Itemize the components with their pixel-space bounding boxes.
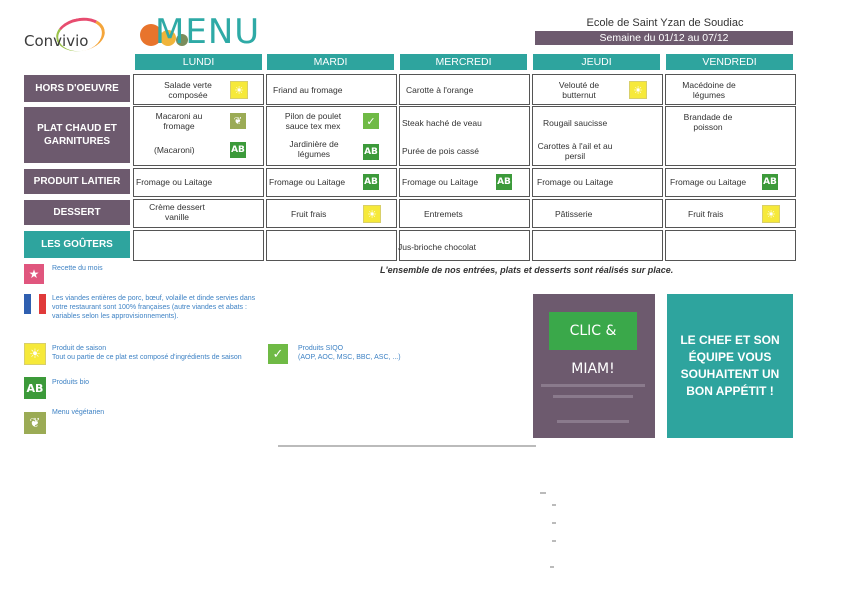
- clic-miam-logo: CLIC & MIAM!: [549, 312, 637, 350]
- cell-plat-vendredi: [665, 106, 796, 166]
- dish-name: (Macaroni): [154, 145, 195, 155]
- dish-name: Pilon de poulet sauce tex mex: [284, 111, 342, 131]
- cell-dessert-vendredi: [665, 199, 796, 228]
- vegetarian-icon: ❦: [24, 412, 46, 434]
- clic-miam-promo: [533, 294, 655, 438]
- cell-gouter-vendredi: [665, 230, 796, 261]
- on-site-note: L'ensemble de nos entrées, plats et desserts sont réalisés sur place.: [380, 265, 674, 275]
- cell-dessert-lundi: [133, 199, 264, 228]
- legend-siqo-title: Produits SIQO: [298, 345, 344, 352]
- category-dessert: DESSERT: [24, 200, 130, 225]
- legend-recette: Recette du mois: [52, 265, 103, 272]
- dish-name: Fruit frais: [688, 209, 724, 219]
- legend-saison-desc: Tout ou partie de ce plat est composé d'ingrédients de saison: [52, 354, 242, 361]
- cell-hors-lundi: [133, 74, 264, 105]
- brand-name: Convivio: [24, 32, 89, 50]
- dish-name: Rougail saucisse: [543, 118, 608, 128]
- day-header-vendredi: VENDREDI: [666, 54, 793, 70]
- bio-icon: AB: [230, 142, 246, 158]
- scan-mark: [552, 540, 556, 542]
- dish-name: Jus-brioche chocolat: [398, 242, 476, 252]
- cell-laitier-lundi: [133, 168, 264, 197]
- cell-laitier-mardi: [266, 168, 397, 197]
- sun-icon: ☀: [363, 205, 381, 223]
- page-title: MENU: [155, 12, 261, 52]
- legend-vegetarien: Menu végétarien: [52, 409, 105, 416]
- dish-name: Brandade de poisson: [683, 112, 733, 132]
- cell-dessert-mercredi: [399, 199, 530, 228]
- french-flag-icon: [24, 294, 46, 314]
- cell-plat-mardi: [266, 106, 397, 166]
- day-header-mardi: MARDI: [267, 54, 394, 70]
- dish-name: Entremets: [424, 209, 463, 219]
- cell-plat-jeudi: [532, 106, 663, 166]
- cell-dessert-mardi: [266, 199, 397, 228]
- day-header-jeudi: JEUDI: [533, 54, 660, 70]
- dish-name: Fromage ou Laitage: [136, 177, 213, 187]
- cell-plat-lundi: [133, 106, 264, 166]
- dish-name: Fruit frais: [291, 209, 327, 219]
- cell-hors-jeudi: [532, 74, 663, 105]
- sun-icon: ☀: [629, 81, 647, 99]
- scan-mark: [550, 566, 554, 568]
- cell-hors-vendredi: [665, 74, 796, 105]
- vegetarian-icon: ❦: [230, 113, 246, 129]
- sun-icon: ☀: [24, 343, 46, 365]
- cell-laitier-vendredi: [665, 168, 796, 197]
- siqo-check-icon: ✓: [363, 113, 379, 129]
- bio-icon: AB: [363, 174, 379, 190]
- promo-text-line: [557, 420, 629, 423]
- dish-name: Crème dessert vanille: [149, 202, 205, 222]
- dish-name: Fromage ou Laitage: [269, 177, 346, 187]
- cell-dessert-jeudi: [532, 199, 663, 228]
- cell-gouter-mercredi: [399, 230, 530, 261]
- category-gouters: LES GOÛTERS: [24, 231, 130, 258]
- bio-icon: AB: [496, 174, 512, 190]
- school-name: Ecole de Saint Yzan de Soudiac: [586, 17, 744, 29]
- dish-name: Purée de pois cassé: [402, 146, 480, 156]
- cell-gouter-mardi: [266, 230, 397, 261]
- cell-plat-mercredi: [399, 106, 530, 166]
- cell-hors-mercredi: [399, 74, 530, 105]
- sun-icon: ☀: [762, 205, 780, 223]
- dish-name: Macédoine de légumes: [682, 80, 736, 100]
- bio-icon: AB: [363, 144, 379, 160]
- star-icon: ★: [24, 264, 44, 284]
- week-range: Semaine du 01/12 au 07/12: [535, 31, 793, 45]
- scan-mark: [552, 522, 556, 524]
- dish-name: Jardinière de légumes: [289, 139, 339, 159]
- cell-gouter-jeudi: [532, 230, 663, 261]
- promo-text-line: [553, 395, 633, 398]
- dish-name: Pâtisserie: [555, 209, 593, 219]
- legend-saison-title: Produit de saison: [52, 345, 107, 352]
- dish-name: Carottes à l'ail et au persil: [537, 141, 613, 161]
- dish-name: Fromage ou Laitage: [402, 177, 479, 187]
- cell-hors-mardi: [266, 74, 397, 105]
- cell-laitier-jeudi: [532, 168, 663, 197]
- day-header-mercredi: MERCREDI: [400, 54, 527, 70]
- bio-icon: AB: [762, 174, 778, 190]
- dish-name: Velouté de butternut: [558, 80, 600, 100]
- dish-name: Fromage ou Laitage: [670, 177, 747, 187]
- legend-siqo-desc: (AOP, AOC, MSC, BBC, ASC, ...): [298, 354, 401, 361]
- dish-name: Carotte à l'orange: [406, 85, 474, 95]
- dish-name: Salade verte composée: [164, 80, 212, 100]
- footer-disclaimer-line: [278, 445, 536, 447]
- category-hors-doeuvre: HORS D'OEUVRE: [24, 75, 130, 102]
- sun-icon: ☀: [230, 81, 248, 99]
- scan-mark: [540, 492, 546, 494]
- dish-name: Friand au fromage: [273, 85, 343, 95]
- category-produit-laitier: PRODUIT LAITIER: [24, 169, 130, 194]
- cell-laitier-mercredi: [399, 168, 530, 197]
- bio-icon: AB: [24, 377, 46, 399]
- category-plat-chaud: PLAT CHAUD ET GARNITURES: [24, 107, 130, 163]
- legend-bio: Produits bio: [52, 379, 89, 386]
- dish-name: Macaroni au fromage: [155, 111, 203, 131]
- day-header-lundi: LUNDI: [135, 54, 262, 70]
- chef-message: LE CHEF ET SON ÉQUIPE VOUS SOUHAITENT UN BON APPÉTIT !: [667, 294, 793, 438]
- dish-name: Steak haché de veau: [402, 118, 482, 128]
- convivio-logo: [22, 18, 112, 58]
- siqo-check-icon: ✓: [268, 344, 288, 364]
- scan-mark: [552, 504, 556, 506]
- promo-text-line: [541, 384, 645, 387]
- cell-gouter-lundi: [133, 230, 264, 261]
- dish-name: Fromage ou Laitage: [537, 177, 614, 187]
- legend-viandes: Les viandes entières de porc, bœuf, volaille et dinde servies dans votre restaurant sont 100% françaises (autre viandes et abats : variables selon les approvisionnements).: [52, 295, 256, 320]
